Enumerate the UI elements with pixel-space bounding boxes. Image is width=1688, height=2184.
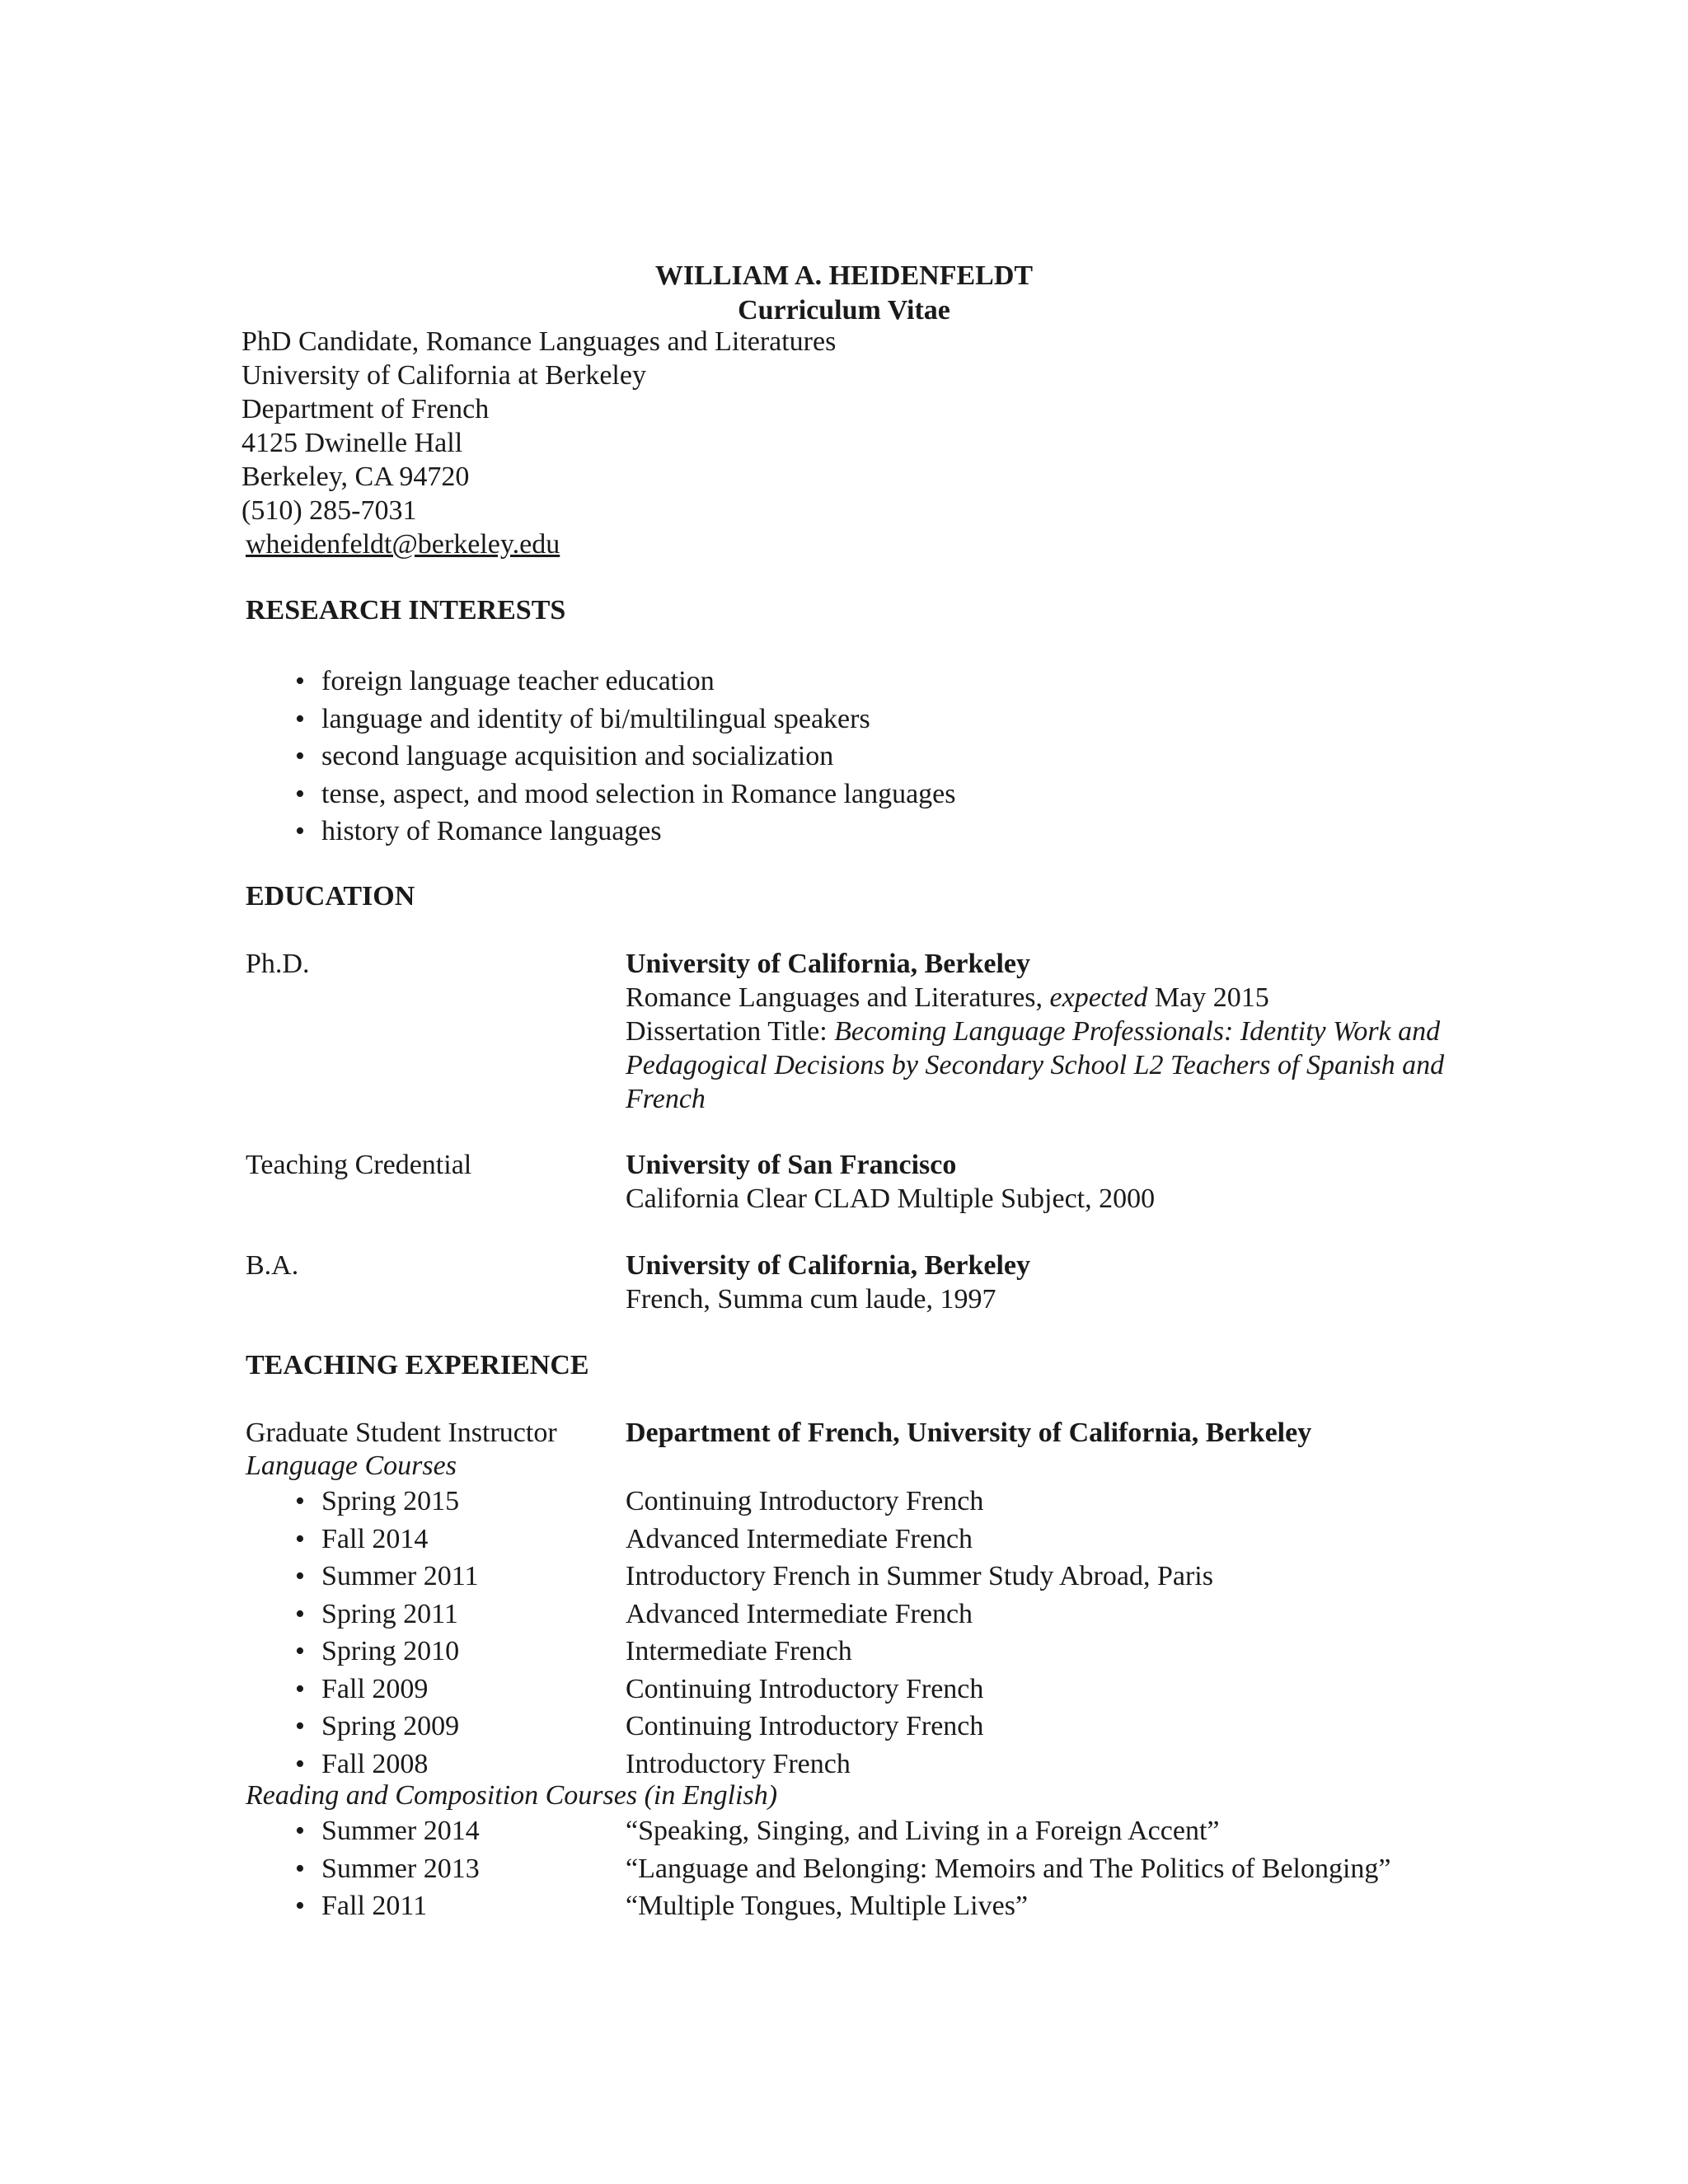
document-subtitle: Curriculum Vitae [738,295,950,326]
course-title: Advanced Intermediate French [626,1523,973,1554]
course-row [246,1850,1564,1888]
research-interest-item [246,813,955,851]
bullet-icon: • [295,1523,305,1554]
bullet-icon: • [295,703,305,734]
research-interest-item [246,701,955,738]
research-interest-text: language and identity of bi/multilingual speakers [321,703,870,734]
course-row [246,1708,1564,1746]
research-interest-text: second language acquisition and socialization [321,741,834,771]
degree-detail [626,1249,1491,1316]
institution-name: University of California, Berkeley [626,1250,1031,1281]
course-title: Continuing Introductory French [626,1711,984,1741]
contact-block [241,325,836,561]
course-row [246,1483,1564,1521]
bullet-icon: • [295,666,305,696]
course-row [246,1887,1564,1925]
phone-line: (510) 285-7031 [241,495,417,526]
institution-name: University of California, Berkeley [626,949,1031,979]
teaching-heading: TEACHING EXPERIENCE [246,1350,589,1380]
research-interest-item [246,738,955,776]
course-title: “Language and Belonging: Memoirs and The Politics of Belonging” [626,1853,1391,1884]
course-title: Continuing Introductory French [626,1673,984,1704]
bullet-icon: • [295,1891,305,1921]
degree-detail [626,947,1491,1116]
course-row [246,1812,1564,1850]
position-line: PhD Candidate, Romance Languages and Literatures [241,326,837,357]
role-title: Graduate Student Instructor [246,1418,557,1448]
role-department: Department of French, University of California, Berkeley [626,1418,1312,1448]
course-row [246,1633,1564,1671]
bullet-icon: • [295,1711,305,1741]
course-term: Summer 2014 [321,1816,480,1846]
language-courses-label: Language Courses [246,1451,457,1481]
course-title: Continuing Introductory French [626,1486,984,1516]
bullet-icon: • [295,1853,305,1884]
course-row [246,1671,1564,1708]
bullet-icon: • [295,1636,305,1666]
reading-courses-label: Reading and Composition Courses (in English) [246,1780,778,1811]
degree-label: Ph.D. [246,949,310,979]
course-term: Spring 2015 [321,1486,460,1516]
research-heading: RESEARCH INTERESTS [246,595,566,626]
course-term: Spring 2010 [321,1636,460,1666]
bullet-icon: • [295,1816,305,1846]
course-title: Intermediate French [626,1636,852,1666]
research-interest-text: tense, aspect, and mood selection in Romance languages [321,778,956,809]
program-line: Romance Languages and Literatures, expected May 2015 [626,982,1269,1013]
course-row [246,1558,1564,1596]
course-title: “Multiple Tongues, Multiple Lives” [626,1891,1029,1921]
email-link[interactable]: wheidenfeldt@berkeley.edu [246,529,560,560]
course-row [246,1746,1564,1783]
research-interests-list [246,663,955,851]
course-term: Summer 2011 [321,1561,479,1591]
department-line: Department of French [241,394,490,424]
cv-header [0,259,1688,328]
course-title: Introductory French [626,1748,851,1779]
course-term: Fall 2011 [321,1891,428,1921]
course-term: Summer 2013 [321,1853,480,1884]
research-interest-text: foreign language teacher education [321,666,715,696]
course-row [246,1521,1564,1558]
bullet-icon: • [295,741,305,771]
course-title: Advanced Intermediate French [626,1598,973,1629]
research-interest-item [246,663,955,701]
credential-detail: California Clear CLAD Multiple Subject, 2000 [626,1183,1156,1214]
bullet-icon: • [295,1598,305,1629]
institution-name: University of San Francisco [626,1150,957,1180]
research-interest-text: history of Romance languages [321,816,662,846]
course-term: Fall 2008 [321,1748,429,1779]
reading-courses-list [246,1812,1564,1925]
ba-detail: French, Summa cum laude, 1997 [626,1284,996,1315]
bullet-icon: • [295,1673,305,1704]
bullet-icon: • [295,1561,305,1591]
course-term: Fall 2014 [321,1523,429,1554]
bullet-icon: • [295,816,305,846]
dissertation-title: Becoming Language Professionals: Identity Work and Pedagogical Decisions by Secondary School L2 Teachers of Spanish and French [626,1016,1445,1114]
university-line: University of California at Berkeley [241,360,646,391]
course-term: Fall 2009 [321,1673,429,1704]
bullet-icon: • [295,1486,305,1516]
course-term: Spring 2011 [321,1598,458,1629]
bullet-icon: • [295,778,305,809]
course-row [246,1596,1564,1633]
dissertation-line: Dissertation Title: Becoming Language Professionals: Identity Work and Pedagogical Decisions by Secondary School L2 Teachers of Spanish and French [626,1016,1445,1114]
degree-label: Teaching Credential [246,1150,472,1180]
course-title: “Speaking, Singing, and Living in a Foreign Accent” [626,1816,1220,1846]
person-name: WILLIAM A. HEIDENFELDT [654,260,1034,291]
degree-label: B.A. [246,1250,299,1281]
degree-detail [626,1148,1491,1216]
address-line: 4125 Dwinelle Hall [241,428,463,458]
course-term: Spring 2009 [321,1711,460,1741]
course-title: Introductory French in Summer Study Abroad, Paris [626,1561,1213,1591]
research-interest-item [246,776,955,813]
language-courses-list [246,1483,1564,1783]
education-heading: EDUCATION [246,881,415,912]
city-line: Berkeley, CA 94720 [241,462,470,492]
bullet-icon: • [295,1748,305,1779]
